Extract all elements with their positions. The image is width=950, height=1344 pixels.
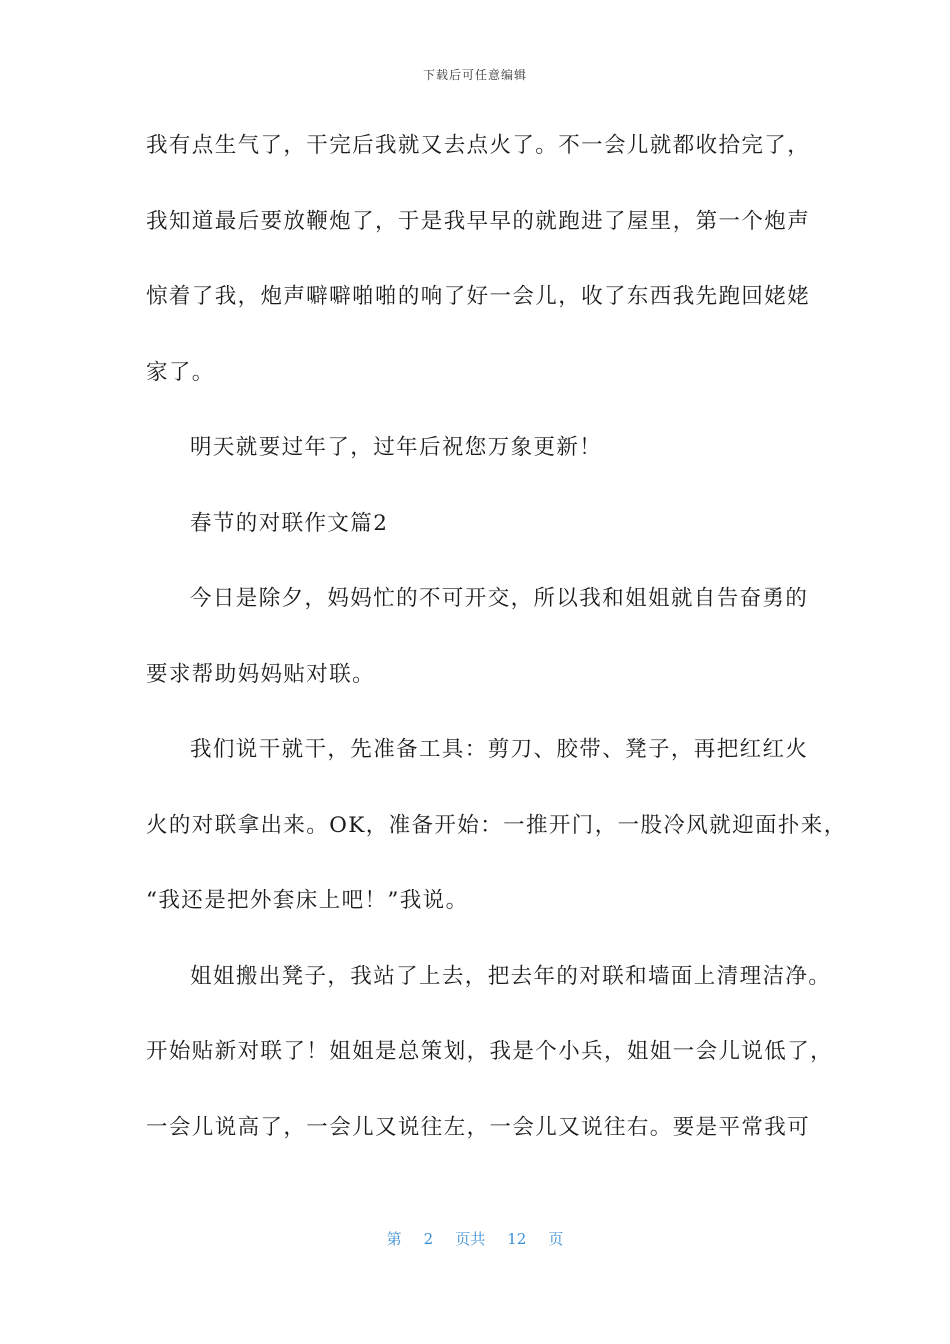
paragraph-line: 姐姐搬出凳子，我站了上去，把去年的对联和墙面上清理洁净。 [190, 963, 832, 989]
text-line: 一会儿说高了，一会儿又说往左，一会儿又说往右。要是平常我可 [146, 1114, 811, 1140]
paragraph-line: 我们说干就干，先准备工具：剪刀、胶带、凳子，再把红红火 [190, 737, 809, 762]
text-line: 家了。 [146, 359, 215, 385]
text-line: 惊着了我，炮声噼噼啪啪的响了好一会儿，收了东西我先跑回姥姥 [146, 284, 811, 309]
document-body [146, 126, 847, 1183]
text-line: “我还是把外套床上吧！”我说。 [146, 888, 469, 913]
text-line: 我知道最后要放鞭炮了，于是我早早的就跑进了屋里，第一个炮声 [146, 208, 811, 234]
footer-suffix: 页 [548, 1230, 564, 1248]
text-line: 火的对联拿出来。OK，准备开始：一推开门，一股冷风就迎面扑来， [146, 812, 847, 838]
total-page-count: 12 [507, 1230, 527, 1248]
paragraph-line: 今日是除夕，妈妈忙的不可开交，所以我和姐姐就自告奋勇的 [190, 586, 809, 611]
paragraph-line: 明天就要过年了，过年后祝您万象更新！ [190, 435, 603, 460]
text-line: 要求帮助妈妈贴对联。 [146, 661, 376, 687]
current-page-number: 2 [423, 1230, 434, 1248]
text-line: 我有点生气了，干完后我就又去点火了。不一会儿就都收拾完了， [146, 133, 811, 158]
section-title: 春节的对联作文篇2 [190, 510, 389, 536]
page-footer [0, 1228, 950, 1249]
page-header: 下载后可任意编辑 [422, 68, 527, 82]
text-line: 开始贴新对联了！姐姐是总策划，我是个小兵，姐姐一会儿说低了， [146, 1039, 834, 1064]
footer-prefix: 第 [386, 1230, 402, 1248]
footer-middle: 页共 [455, 1230, 486, 1248]
